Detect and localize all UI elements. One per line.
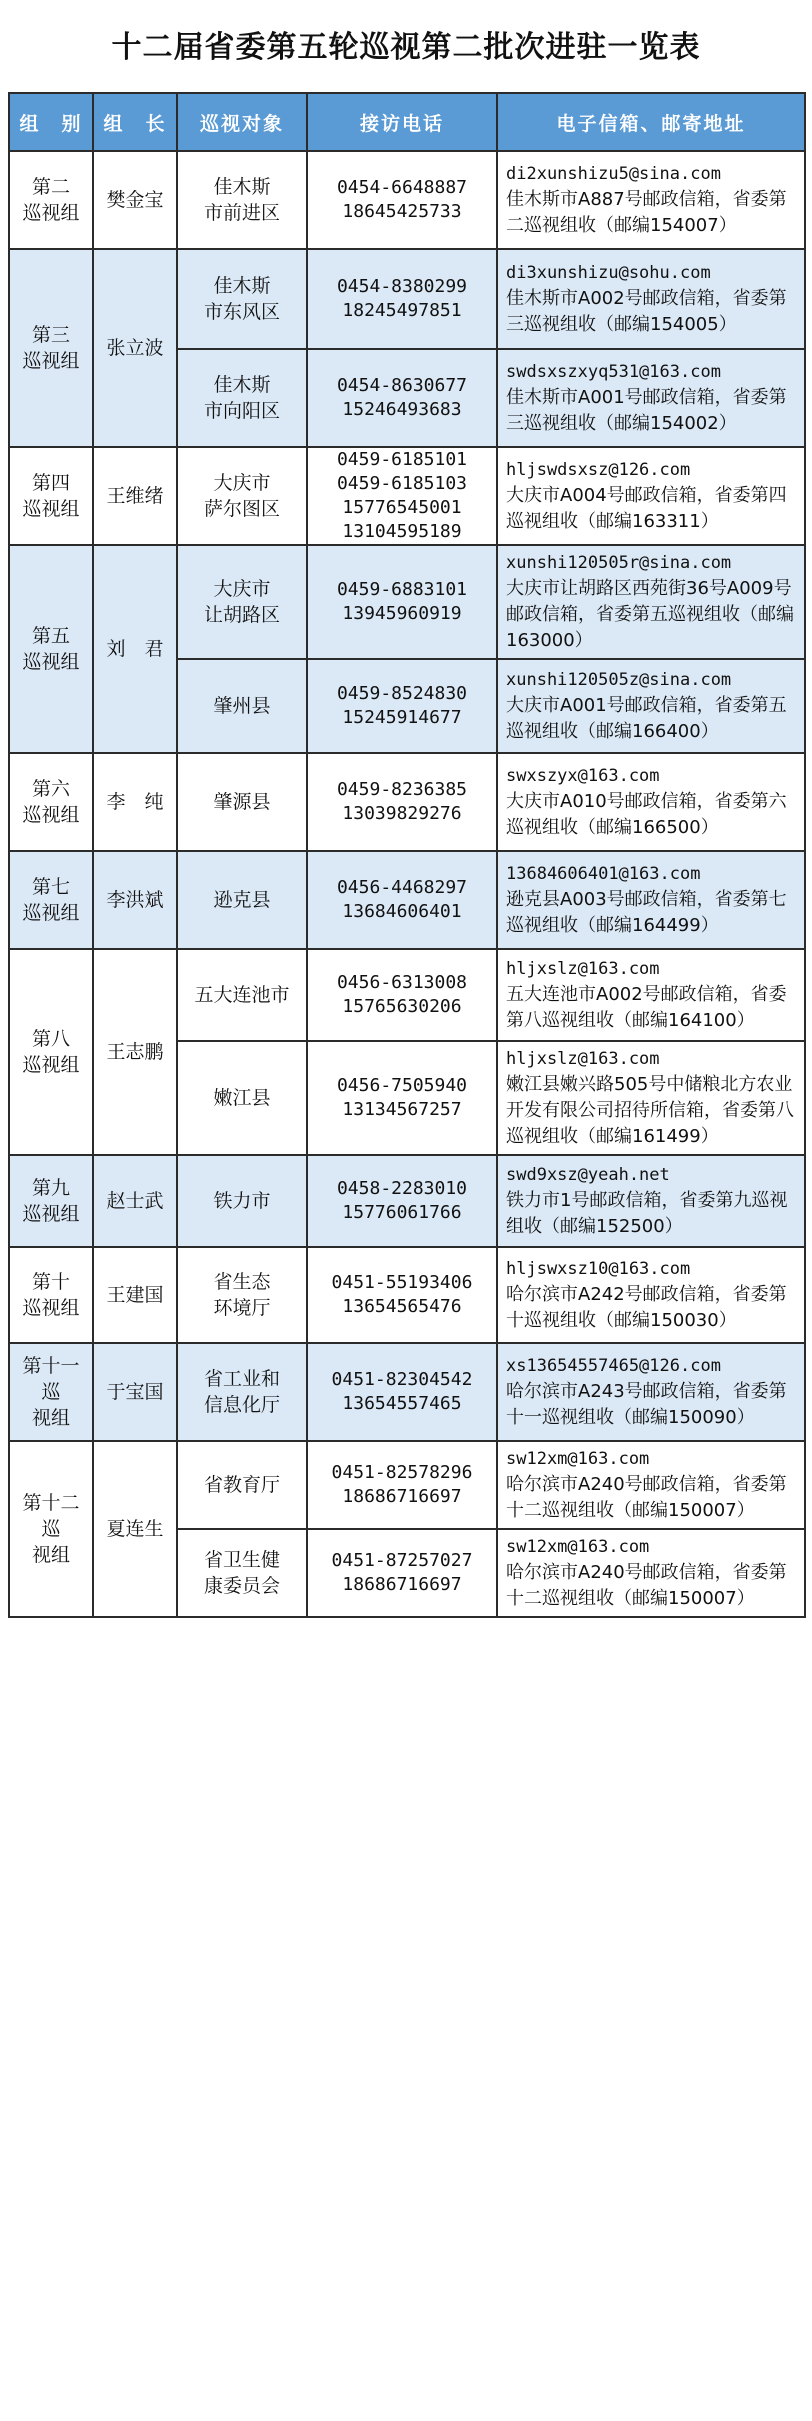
phone-cell <box>307 851 497 949</box>
mail-cell <box>497 1529 805 1617</box>
inspection-table <box>8 92 806 1618</box>
target-cell <box>177 949 307 1041</box>
group-name-text: 第五 <box>31 625 70 647</box>
mail-cell <box>497 447 805 545</box>
target-text: 省工业和 <box>203 1368 280 1390</box>
phone-number: 0459-8236385 <box>336 779 468 800</box>
target-cell <box>177 447 307 545</box>
phone-cell <box>307 949 497 1041</box>
mail-cell <box>497 151 805 249</box>
phone-cell <box>307 659 497 753</box>
group-name-cell <box>9 151 93 249</box>
target-cell <box>177 753 307 851</box>
phone-cell <box>307 1041 497 1155</box>
phone-cell <box>307 1247 497 1343</box>
table-row <box>9 1247 805 1343</box>
group-name-cell <box>9 851 93 949</box>
group-name-text: 第六 <box>31 778 70 800</box>
mail-cell <box>497 1343 805 1441</box>
phone-cell <box>307 753 497 851</box>
group-leader-cell: 于宝国 <box>93 1343 177 1441</box>
mail-cell <box>497 249 805 349</box>
email-address: xs13654557465@126.com <box>506 1356 721 1376</box>
group-name-text: 巡视组 <box>22 202 80 224</box>
postal-address: 逊克县A003号邮政信箱，省委第七巡视组收（邮编164499） <box>506 889 787 936</box>
group-name-text: 巡视组 <box>22 350 80 372</box>
phone-number: 0451-55193406 <box>331 1272 473 1293</box>
mail-cell <box>497 1041 805 1155</box>
mail-cell <box>497 545 805 659</box>
target-text: 五大连池市 <box>194 984 290 1006</box>
phone-number: 0454-6648887 <box>336 177 468 198</box>
phone-number: 0459-6185101 <box>336 449 468 470</box>
postal-address: 大庆市A001号邮政信箱，省委第五巡视组收（邮编166400） <box>506 695 787 742</box>
group-name-cell <box>9 447 93 545</box>
group-name-text: 第四 <box>31 472 70 494</box>
group-name-cell <box>9 1441 93 1617</box>
phone-number: 13654565476 <box>342 1296 462 1317</box>
phone-cell <box>307 1343 497 1441</box>
group-name-text: 巡视组 <box>22 902 80 924</box>
target-text: 省教育厅 <box>203 1474 280 1496</box>
phone-cell <box>307 545 497 659</box>
header-mail: 电子信箱、邮寄地址 <box>497 93 805 151</box>
email-address: xunshi120505r@sina.com <box>506 553 732 573</box>
group-name-text: 巡视组 <box>22 804 80 826</box>
postal-address: 五大连池市A002号邮政信箱，省委第八巡视组收（邮编164100） <box>506 984 787 1031</box>
email-address: di2xunshizu5@sina.com <box>506 164 721 184</box>
phone-number: 15776545001 <box>342 497 462 518</box>
target-text: 市东风区 <box>203 301 280 323</box>
header-group: 组 别 <box>9 93 93 151</box>
group-leader-cell: 赵士武 <box>93 1155 177 1247</box>
group-name-text: 第七 <box>31 876 70 898</box>
table-row <box>9 1155 805 1247</box>
email-address: swdsxszxyq531@163.com <box>506 362 721 382</box>
target-text: 康委员会 <box>203 1575 280 1597</box>
group-name-text: 第十一巡 <box>22 1355 80 1403</box>
postal-address: 佳木斯市A002号邮政信箱，省委第三巡视组收（邮编154005） <box>506 288 787 335</box>
group-name-text: 巡视组 <box>22 1054 80 1076</box>
phone-number: 18686716697 <box>342 1486 462 1507</box>
group-name-text: 视组 <box>31 1544 70 1566</box>
table-row <box>9 545 805 659</box>
group-name-cell <box>9 949 93 1155</box>
target-cell <box>177 545 307 659</box>
phone-cell <box>307 349 497 447</box>
group-name-cell <box>9 545 93 753</box>
target-text: 佳木斯 <box>213 374 271 396</box>
target-text: 大庆市 <box>213 472 271 494</box>
email-address: sw12xm@163.com <box>506 1537 650 1557</box>
target-text: 市前进区 <box>203 202 280 224</box>
target-text: 省生态 <box>213 1271 271 1293</box>
group-name-text: 巡视组 <box>22 651 80 673</box>
table-row <box>9 1343 805 1441</box>
target-cell <box>177 349 307 447</box>
target-text: 肇州县 <box>213 695 271 717</box>
group-name-text: 巡视组 <box>22 498 80 520</box>
group-name-text: 第九 <box>31 1177 70 1199</box>
group-name-text: 第三 <box>31 324 70 346</box>
table-row <box>9 851 805 949</box>
phone-number: 0451-87257027 <box>331 1550 473 1571</box>
header-phone: 接访电话 <box>307 93 497 151</box>
phone-number: 13134567257 <box>342 1099 462 1120</box>
email-address: swxszyx@163.com <box>506 766 660 786</box>
phone-number: 13684606401 <box>342 901 462 922</box>
target-text: 让胡路区 <box>203 604 280 626</box>
target-text: 环境厅 <box>213 1297 271 1319</box>
group-name-cell <box>9 1343 93 1441</box>
phone-number: 0456-4468297 <box>336 877 468 898</box>
table-row <box>9 753 805 851</box>
group-name-cell <box>9 1247 93 1343</box>
mail-cell <box>497 851 805 949</box>
mail-cell <box>497 1155 805 1247</box>
target-cell <box>177 1343 307 1441</box>
email-address: hljswxsz10@163.com <box>506 1259 691 1279</box>
email-address: di3xunshizu@sohu.com <box>506 263 711 283</box>
group-leader-cell: 夏连生 <box>93 1441 177 1617</box>
target-cell <box>177 151 307 249</box>
phone-number: 0458-2283010 <box>336 1178 468 1199</box>
table-row <box>9 949 805 1041</box>
target-text: 佳木斯 <box>213 275 271 297</box>
target-cell <box>177 249 307 349</box>
table-header-row <box>9 93 805 151</box>
postal-address: 哈尔滨市A240号邮政信箱，省委第十二巡视组收（邮编150007） <box>506 1562 787 1609</box>
target-cell <box>177 1441 307 1529</box>
table-row <box>9 249 805 349</box>
phone-number: 0459-6883101 <box>336 579 468 600</box>
phone-number: 0459-6185103 <box>336 473 468 494</box>
postal-address: 佳木斯市A887号邮政信箱，省委第二巡视组收（邮编154007） <box>506 189 787 236</box>
mail-cell <box>497 659 805 753</box>
phone-number: 0454-8630677 <box>336 375 468 396</box>
phone-cell <box>307 151 497 249</box>
table-row <box>9 447 805 545</box>
target-cell <box>177 659 307 753</box>
postal-address: 佳木斯市A001号邮政信箱，省委第三巡视组收（邮编154002） <box>506 387 787 434</box>
phone-number: 13104595189 <box>342 521 462 542</box>
email-address: sw12xm@163.com <box>506 1449 650 1469</box>
postal-address: 大庆市让胡路区西苑街36号A009号邮政信箱，省委第五巡视组收（邮编163000） <box>506 578 794 651</box>
phone-number: 0454-8380299 <box>336 276 468 297</box>
email-address: hljswdsxsz@126.com <box>506 460 691 480</box>
target-text: 萨尔图区 <box>203 498 280 520</box>
phone-number: 0459-8524830 <box>336 683 468 704</box>
phone-cell <box>307 249 497 349</box>
phone-number: 15245914677 <box>342 707 462 728</box>
phone-number: 0456-6313008 <box>336 972 468 993</box>
table-row <box>9 1441 805 1529</box>
group-name-text: 第十二巡 <box>22 1492 80 1540</box>
group-name-text: 视组 <box>31 1407 70 1429</box>
target-text: 逊克县 <box>213 889 271 911</box>
email-address: hljxslz@163.com <box>506 959 660 979</box>
target-text: 大庆市 <box>213 578 271 600</box>
group-name-cell <box>9 1155 93 1247</box>
postal-address: 嫩江县嫩兴路505号中储粮北方农业开发有限公司招待所信箱，省委第八巡视组收（邮编161499） <box>506 1074 794 1147</box>
email-address: hljxslz@163.com <box>506 1049 660 1069</box>
phone-number: 0451-82578296 <box>331 1462 473 1483</box>
phone-number: 18686716697 <box>342 1574 462 1595</box>
postal-address: 大庆市A004号邮政信箱，省委第四巡视组收（邮编163311） <box>506 485 787 532</box>
target-text: 信息化厅 <box>203 1394 280 1416</box>
group-leader-cell: 王志鹏 <box>93 949 177 1155</box>
phone-cell <box>307 1529 497 1617</box>
postal-address: 哈尔滨市A243号邮政信箱，省委第十一巡视组收（邮编150090） <box>506 1381 787 1428</box>
group-leader-cell: 刘 君 <box>93 545 177 753</box>
phone-number: 0451-82304542 <box>331 1369 473 1390</box>
phone-number: 13039829276 <box>342 803 462 824</box>
header-leader: 组 长 <box>93 93 177 151</box>
postal-address: 大庆市A010号邮政信箱，省委第六巡视组收（邮编166500） <box>506 791 787 838</box>
mail-cell <box>497 1441 805 1529</box>
group-leader-cell: 张立波 <box>93 249 177 447</box>
group-leader-cell: 王建国 <box>93 1247 177 1343</box>
postal-address: 哈尔滨市A240号邮政信箱，省委第十二巡视组收（邮编150007） <box>506 1474 787 1521</box>
group-name-text: 第十 <box>31 1271 70 1293</box>
table-body <box>9 151 805 1617</box>
phone-cell <box>307 1155 497 1247</box>
group-name-cell <box>9 249 93 447</box>
table-row <box>9 151 805 249</box>
email-address: swd9xsz@yeah.net <box>506 1165 670 1185</box>
phone-number: 18645425733 <box>342 201 462 222</box>
group-name-text: 第八 <box>31 1028 70 1050</box>
target-text: 省卫生健 <box>203 1549 280 1571</box>
target-text: 铁力市 <box>213 1190 271 1212</box>
mail-cell <box>497 349 805 447</box>
phone-number: 0456-7505940 <box>336 1075 468 1096</box>
email-address: 13684606401@163.com <box>506 864 701 884</box>
phone-number: 13945960919 <box>342 603 462 624</box>
mail-cell <box>497 949 805 1041</box>
target-cell <box>177 851 307 949</box>
target-cell <box>177 1041 307 1155</box>
group-leader-cell: 李洪斌 <box>93 851 177 949</box>
email-address: xunshi120505z@sina.com <box>506 670 732 690</box>
header-target: 巡视对象 <box>177 93 307 151</box>
target-text: 佳木斯 <box>213 176 271 198</box>
group-leader-cell: 李 纯 <box>93 753 177 851</box>
phone-cell <box>307 1441 497 1529</box>
group-name-text: 巡视组 <box>22 1297 80 1319</box>
mail-cell <box>497 1247 805 1343</box>
phone-number: 15246493683 <box>342 399 462 420</box>
phone-number: 13654557465 <box>342 1393 462 1414</box>
group-name-text: 第二 <box>31 176 70 198</box>
phone-number: 18245497851 <box>342 300 462 321</box>
postal-address: 哈尔滨市A242号邮政信箱，省委第十巡视组收（邮编150030） <box>506 1284 787 1331</box>
postal-address: 铁力市1号邮政信箱，省委第九巡视组收（邮编152500） <box>506 1190 788 1237</box>
mail-cell <box>497 753 805 851</box>
target-text: 市向阳区 <box>203 400 280 422</box>
phone-cell <box>307 447 497 545</box>
page-title: 十二届省委第五轮巡视第二批次进驻一览表 <box>111 30 701 65</box>
target-cell <box>177 1155 307 1247</box>
phone-number: 15765630206 <box>342 996 462 1017</box>
group-name-text: 巡视组 <box>22 1203 80 1225</box>
group-leader-cell: 樊金宝 <box>93 151 177 249</box>
group-leader-cell: 王维绪 <box>93 447 177 545</box>
phone-number: 15776061766 <box>342 1202 462 1223</box>
target-text: 嫩江县 <box>213 1087 271 1109</box>
target-text: 肇源县 <box>213 791 271 813</box>
group-name-cell <box>9 753 93 851</box>
target-cell <box>177 1247 307 1343</box>
target-cell <box>177 1529 307 1617</box>
